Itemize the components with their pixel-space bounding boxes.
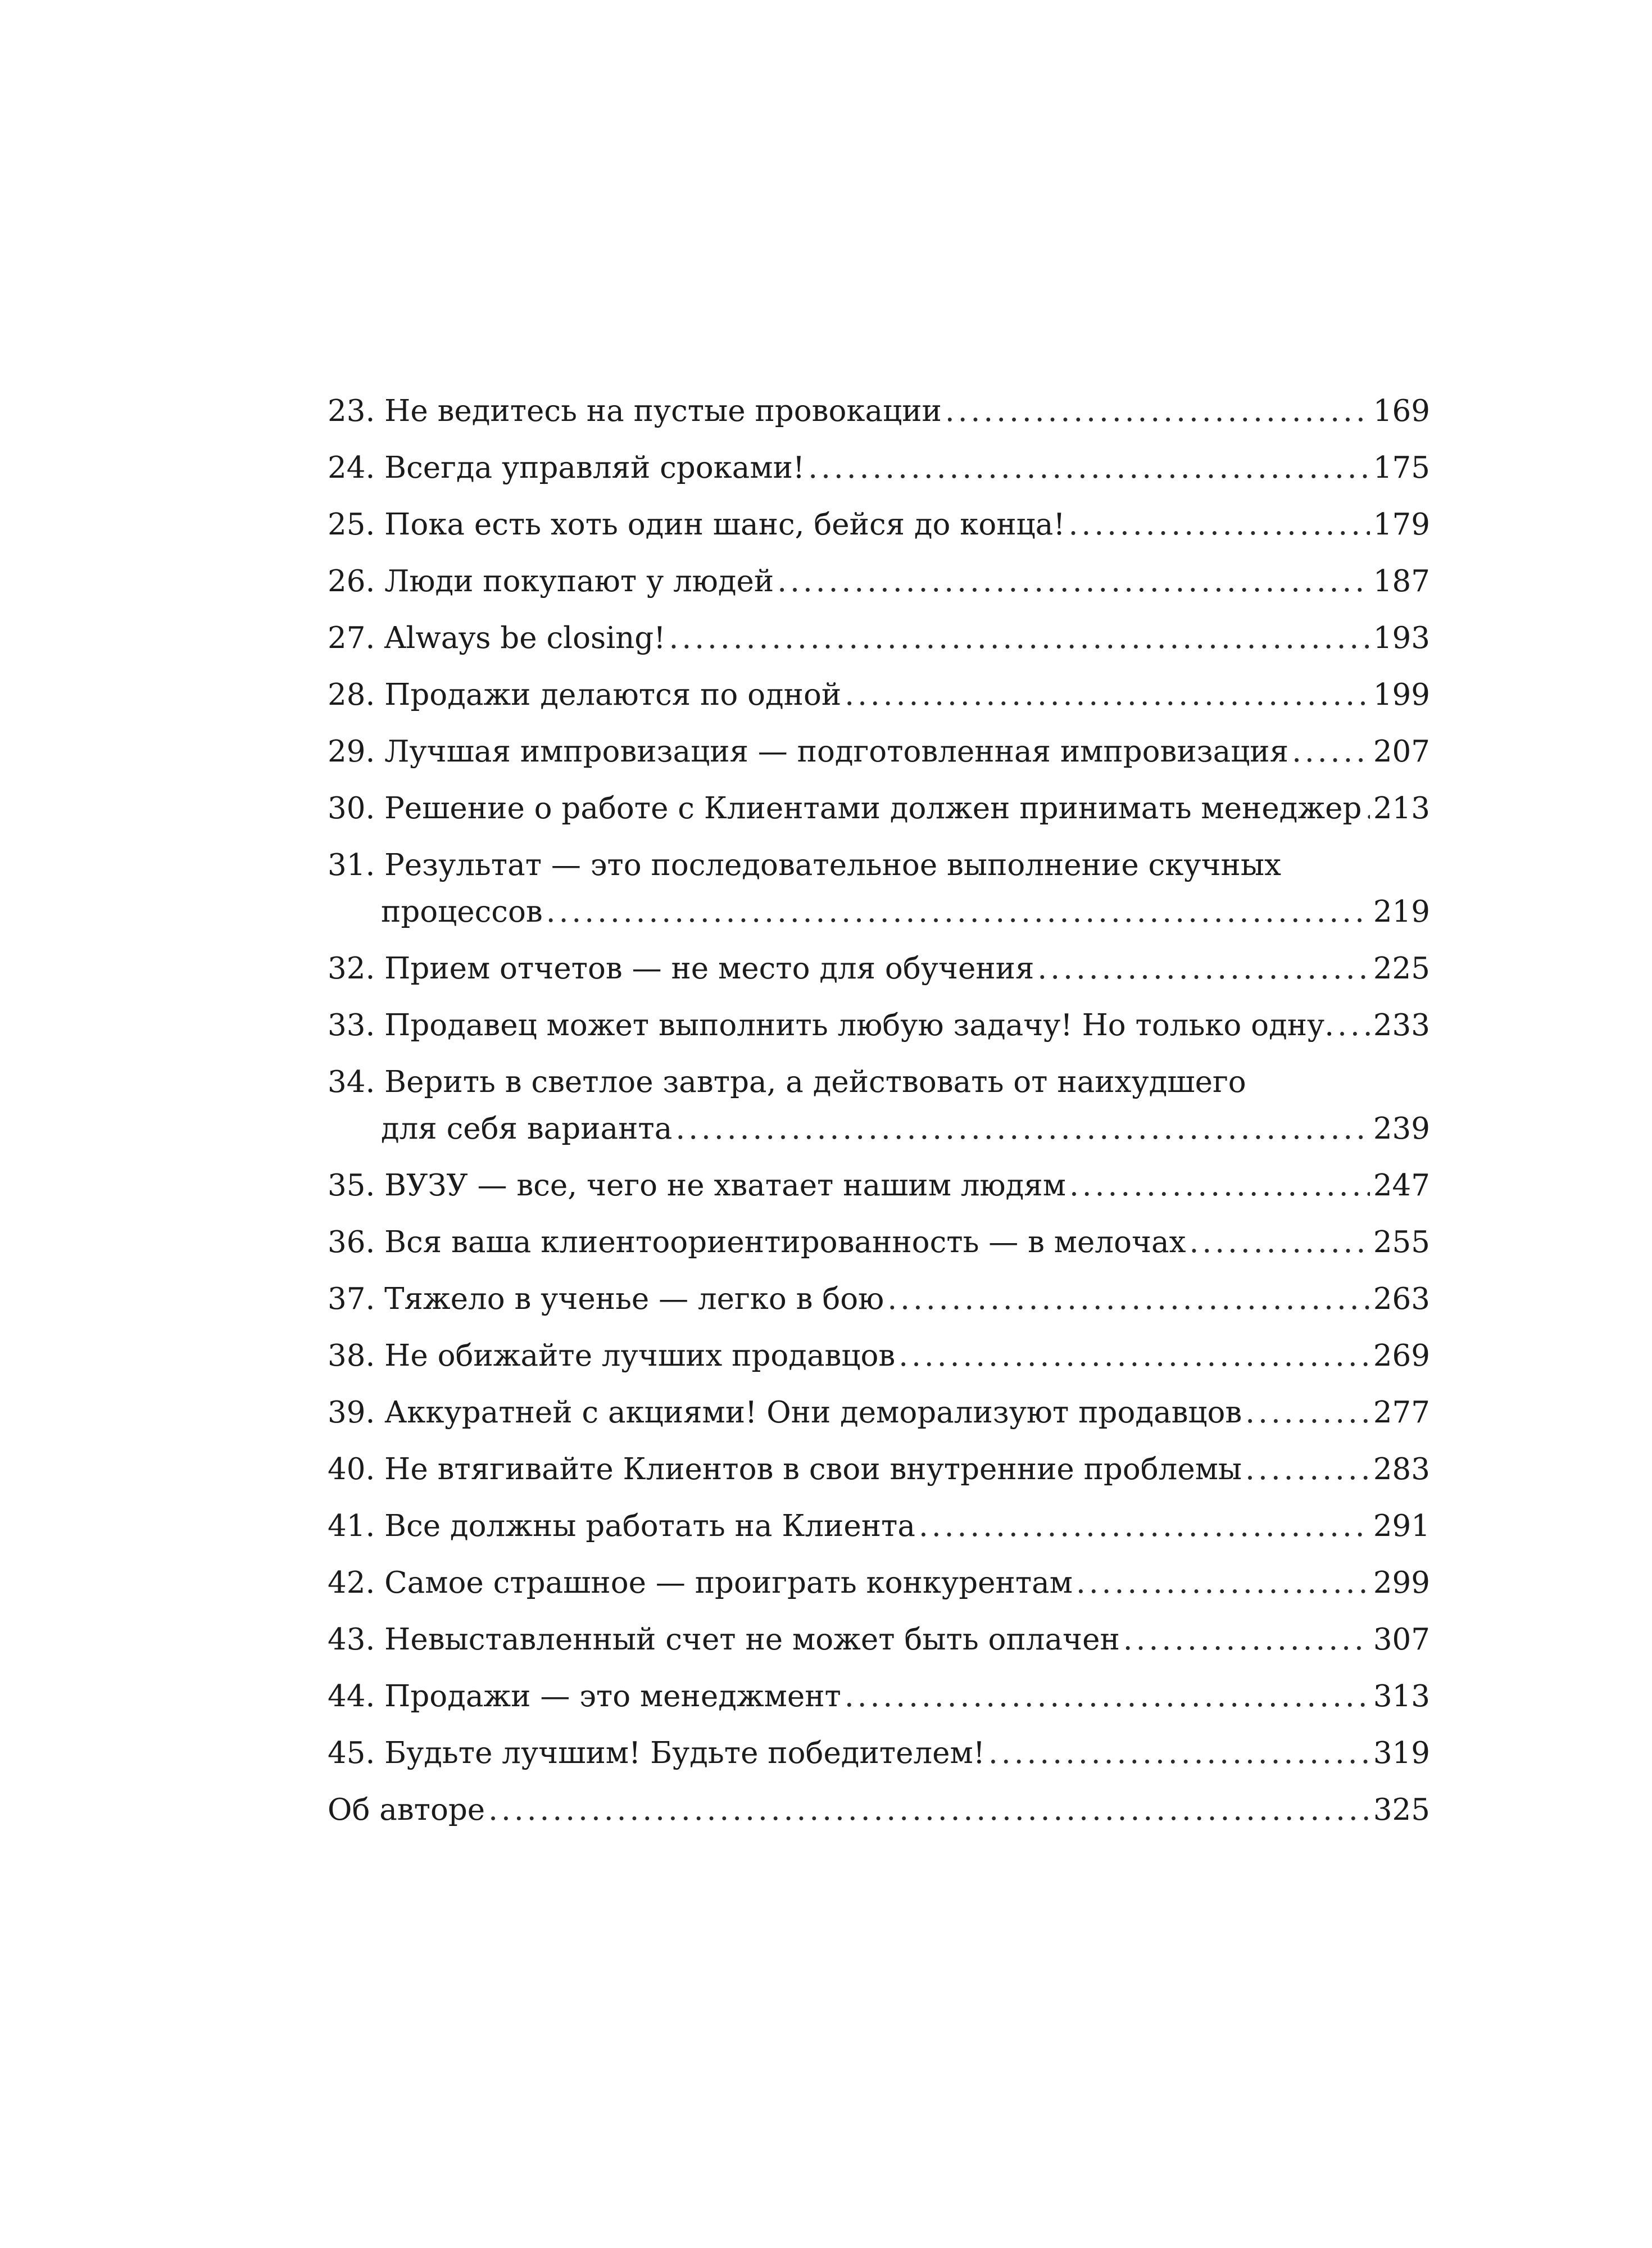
toc-entry [328,388,1430,434]
toc-entry [328,1333,1430,1379]
leader-dots [845,672,1370,718]
toc-entry [328,1503,1430,1549]
toc-entry-title: 30. Решение о работе с Клиентами должен принимать менеджер [328,791,1362,826]
toc-entry-page: 255 [1373,1225,1430,1259]
toc-entry [328,1616,1430,1663]
toc-entry-title: 26. Люди покупают у людей [328,564,774,599]
toc-entry-title: 36. Вся ваша клиентоориентированность — в мелочах [328,1225,1186,1259]
toc-entry-page: 325 [1373,1793,1430,1827]
toc-entry-title: 34. Верить в светлое завтра, а действовать от наихудшего [328,1065,1246,1099]
toc-entry [328,1059,1430,1152]
toc-entry-page: 269 [1373,1339,1430,1373]
toc-entry-page: 175 [1373,451,1430,485]
toc-entry-page: 199 [1373,678,1430,712]
toc-entry-title: 40. Не втягивайте Клиентов в свои внутренние проблемы [328,1452,1242,1486]
toc-entry-page: 299 [1373,1566,1430,1600]
leader-dots [1190,1219,1370,1266]
leader-dots [845,1673,1370,1720]
toc-entry-title: 43. Невыставленный счет не может быть оплачен [328,1622,1120,1657]
toc-entry [328,1560,1430,1606]
toc-entry-page: 193 [1373,621,1430,655]
leader-dots [1069,1162,1370,1209]
toc-entry-page: 213 [1373,791,1430,826]
toc-entry [328,785,1430,832]
toc-entry-title: 38. Не обижайте лучших продавцов [328,1339,896,1373]
leader-dots [1123,1616,1370,1663]
toc-entry-title: 45. Будьте лучшим! Будьте победителем! [328,1736,986,1770]
leader-dots [988,1730,1370,1776]
toc-entry-page: 219 [1373,895,1430,929]
toc-entry [328,501,1430,548]
toc-entry-page: 313 [1373,1679,1430,1714]
toc-entry [328,1219,1430,1266]
leader-dots [919,1503,1370,1549]
toc-entry-title-continuation: процессов [381,895,543,929]
toc-entry-title: 23. Не ведитесь на пустые провокации [328,394,942,428]
leader-dots [945,388,1370,434]
leader-dots [898,1333,1370,1379]
leader-dots [1069,501,1370,548]
toc-entry [328,842,1430,935]
toc-entry-page: 207 [1373,735,1430,769]
leader-dots [1292,728,1370,775]
toc-entry-title-continuation: для себя варианта [381,1112,673,1146]
toc-entry [328,1162,1430,1209]
toc-entry-title: 32. Прием отчетов — не место для обучения [328,951,1034,986]
toc-entry-title: 42. Самое страшное — проиграть конкурентам [328,1566,1073,1600]
toc-entry [328,672,1430,718]
leader-dots [1245,1389,1370,1436]
toc-entry [328,445,1430,491]
table-of-contents [328,388,1430,1843]
toc-entry-title: 39. Аккуратней с акциями! Они деморализуют продавцов [328,1395,1242,1430]
toc-entry [328,1389,1430,1436]
toc-entry-page: 263 [1373,1282,1430,1316]
toc-entry [328,1730,1430,1776]
toc-entry [328,1673,1430,1720]
leader-dots [777,558,1370,605]
toc-entry-title: 28. Продажи делаются по одной [328,678,842,712]
toc-entry-title: 37. Тяжело в ученье — легко в бою [328,1282,884,1316]
leader-dots [808,445,1370,491]
toc-entry-page: 283 [1373,1452,1430,1486]
leader-dots [669,615,1370,661]
toc-entry-title: 29. Лучшая импровизация — подготовленная импровизация [328,735,1289,769]
toc-entry [328,1787,1430,1833]
toc-entry-title: 27. Always be closing! [328,621,666,655]
toc-entry-page: 187 [1373,564,1430,599]
leader-dots [546,889,1370,935]
toc-entry [328,558,1430,605]
toc-entry-page: 307 [1373,1622,1430,1657]
leader-dots [1337,1002,1370,1049]
toc-entry-page: 247 [1373,1168,1430,1203]
toc-entry [328,1002,1430,1049]
leader-dots [1245,1446,1370,1493]
leader-dots [1076,1560,1370,1606]
toc-entry-page: 179 [1373,507,1430,542]
toc-entry-title: 41. Все должны работать на Клиента [328,1509,915,1543]
toc-entry [328,1446,1430,1493]
toc-entry-title: 31. Результат — это последовательное выполнение скучных [328,848,1281,882]
toc-entry [328,728,1430,775]
toc-entry-title: 25. Пока есть хоть один шанс, бейся до конца! [328,507,1065,542]
toc-entry-title: 44. Продажи — это менеджмент [328,1679,841,1714]
toc-entry-title: 35. ВУЗУ — все, чего не хватает нашим людям [328,1168,1066,1203]
toc-entry-page: 169 [1373,394,1430,428]
toc-entry-page: 225 [1373,951,1430,986]
toc-entry-page: 277 [1373,1395,1430,1430]
toc-entry-title: 24. Всегда управляй сроками! [328,451,805,485]
toc-entry-page: 233 [1373,1008,1430,1043]
leader-dots [675,1105,1369,1152]
toc-entry [328,1276,1430,1322]
toc-entry-page: 291 [1373,1509,1430,1543]
leader-dots [1037,945,1369,992]
toc-entry [328,945,1430,992]
toc-entry [328,615,1430,661]
toc-entry-page: 319 [1373,1736,1430,1770]
leader-dots [1365,785,1369,832]
leader-dots [887,1276,1370,1322]
leader-dots [488,1787,1370,1833]
toc-entry-title: 33. Продавец может выполнить любую задачу! Но только одну. [328,1008,1335,1043]
toc-entry-page: 239 [1373,1112,1430,1146]
toc-entry-title: Об авторе [328,1793,485,1827]
